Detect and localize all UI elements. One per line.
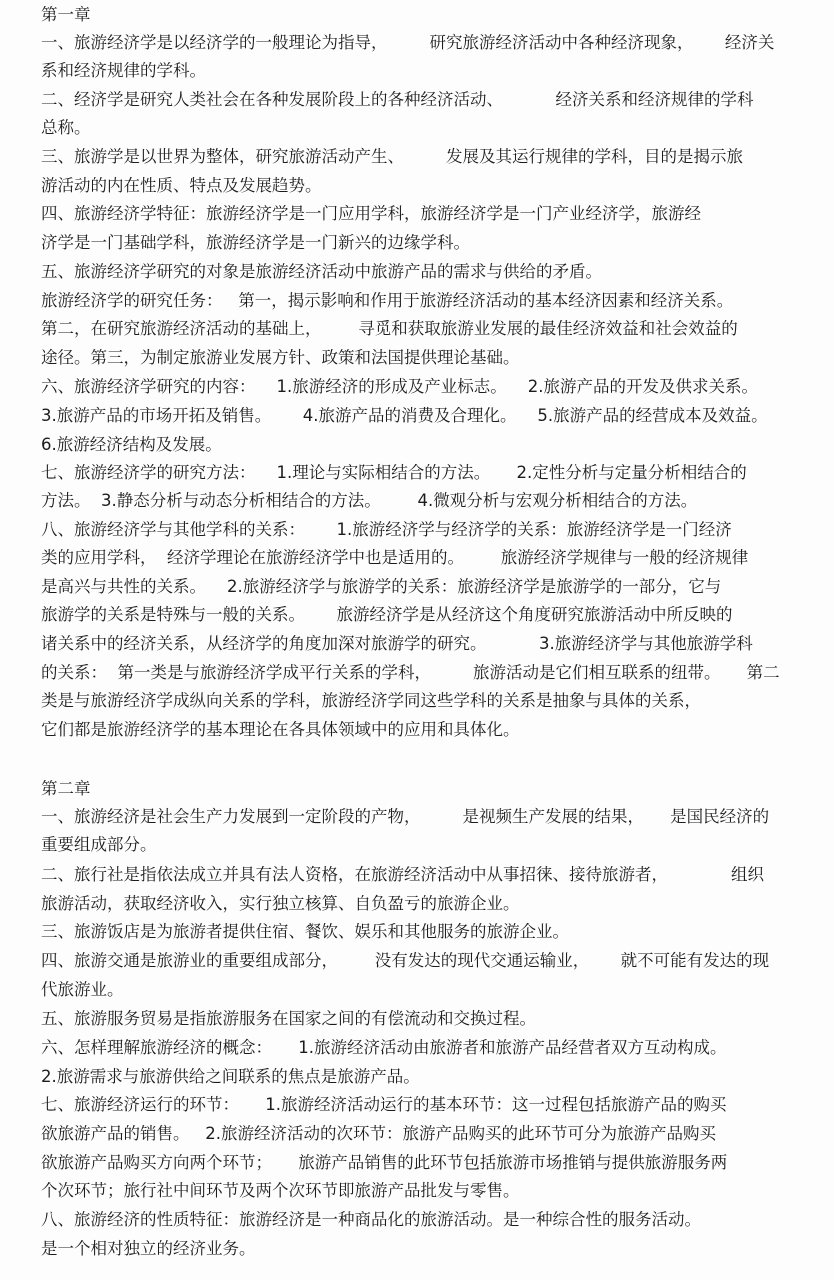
chapter-1-line: 类的应用学科， 经济学理论在旅游经济学中也是适用的。 旅游经济学规律与一般的经济规律 <box>41 548 749 567</box>
chapter-2-line: 个次环节；旅行社中间环节及两个次环节即旅游产品批发与零售。 <box>41 1181 520 1200</box>
chapter-2-line: 八、旅游经济的性质特征：旅游经济是一种商品化的旅游活动。是一种综合性的服务活动。 <box>41 1210 701 1229</box>
chapter-2-line: 2.旅游需求与旅游供给之间联系的焦点是旅游产品。 <box>41 1067 420 1086</box>
chapter-1-line: 总称。 <box>41 118 91 137</box>
chapter-2-line: 四、旅游交通是旅游业的重要组成部分， 没有发达的现代交通运输业， 就不可能有发达的现 <box>41 951 770 970</box>
chapter-1-line: 6.旅游经济结构及发展。 <box>41 435 222 454</box>
chapter-1-line: 系和经济规律的学科。 <box>41 61 206 80</box>
chapter-2-line: 重要组成部分。 <box>41 835 157 854</box>
chapter-2-line: 代旅游业。 <box>41 980 124 999</box>
chapter-1-line: 八、旅游经济学与其他学科的关系： 1.旅游经济学与经济学的关系：旅游经济学是一门经济 <box>41 520 732 539</box>
chapter-1-line: 五、旅游经济学研究的对象是旅游经济活动中旅游产品的需求与供给的矛盾。 <box>41 262 602 281</box>
chapter-1-line: 旅游经济学的研究任务： 第一，揭示影响和作用于旅游经济活动的基本经济因素和经济关系。 <box>41 291 734 310</box>
chapter-1-heading: 第一章 <box>41 5 91 24</box>
chapter-1-line: 的关系： 第一类是与旅游经济学成平行关系的学科， 旅游活动是它们相互联系的纽带。 第二 <box>41 663 780 682</box>
chapter-1-line: 旅游学的关系是特殊与一般的关系。 旅游经济学是从经济这个角度研究旅游活动中所反映的 <box>41 605 733 624</box>
chapter-1-line: 诸关系中的经济关系，从经济学的角度加深对旅游学的研究。 3.旅游经济学与其他旅游学科 <box>41 634 753 653</box>
chapter-2-line: 是一个相对独立的经济业务。 <box>41 1239 256 1258</box>
chapter-1-line: 二、经济学是研究人类社会在各种发展阶段上的各种经济活动、 经济关系和经济规律的学科 <box>41 90 754 109</box>
chapter-1-line: 第二，在研究旅游经济活动的基础上， 寻觅和获取旅游业发展的最佳经济效益和社会效益的 <box>41 319 738 338</box>
chapter-1-line: 途径。第三，为制定旅游业发展方针、政策和法国提供理论基础。 <box>41 348 520 367</box>
chapter-1-line: 是高兴与共性的关系。 2.旅游经济学与旅游学的关系：旅游经济学是旅游学的一部分，它与 <box>41 577 722 596</box>
chapter-2-line: 六、怎样理解旅游经济的概念： 1.旅游经济活动由旅游者和旅游产品经营者双方互动构成。 <box>41 1038 727 1057</box>
chapter-2-line: 一、旅游经济是社会生产力发展到一定阶段的产物， 是视频生产发展的结果， 是国民经济的 <box>41 807 770 826</box>
chapter-2-line: 七、旅游经济运行的环节： 1.旅游经济活动运行的基本环节：这一过程包括旅游产品的购买 <box>41 1095 727 1114</box>
chapter-1-line: 方法。 3.静态分析与动态分析相结合的方法。 4.微观分析与宏观分析相结合的方法。 <box>41 491 698 510</box>
chapter-1-line: 六、旅游经济学研究的内容： 1.旅游经济的形成及产业标志。 2.旅游产品的开发及供求关系。 <box>41 377 758 396</box>
chapter-1-line: 游活动的内在性质、特点及发展趋势。 <box>41 176 322 195</box>
chapter-2-line: 二、旅行社是指依法成立并具有法人资格，在旅游经济活动中从事招徕、接待旅游者， 组织 <box>41 865 764 884</box>
chapter-1-line: 3.旅游产品的市场开拓及销售。 4.旅游产品的消费及合理化。 5.旅游产品的经营成本及效益。 <box>41 406 768 425</box>
chapter-1-line: 三、旅游学是以世界为整体，研究旅游活动产生、 发展及其运行规律的学科，目的是揭示旅 <box>41 147 743 166</box>
chapter-2-line: 三、旅游饭店是为旅游者提供住宿、餐饮、娱乐和其他服务的旅游企业。 <box>41 922 569 941</box>
chapter-1-line: 四、旅游经济学特征：旅游经济学是一门应用学科，旅游经济学是一门产业经济学，旅游经 <box>41 204 701 223</box>
chapter-2-line: 五、旅游服务贸易是指旅游服务在国家之间的有偿流动和交换过程。 <box>41 1009 536 1028</box>
chapter-2-line: 旅游活动，获取经济收入，实行独立核算、自负盈亏的旅游企业。 <box>41 894 520 913</box>
chapter-1-line: 一、旅游经济学是以经济学的一般理论为指导， 研究旅游经济活动中各种经济现象， 经济关 <box>41 33 775 52</box>
chapter-2-line: 欲旅游产品购买方向两个环节； 旅游产品销售的此环节包括旅游市场推销与提供旅游服务两 <box>41 1153 728 1172</box>
chapter-1-line: 它们都是旅游经济学的基本理论在各具体领域中的应用和具体化。 <box>41 720 520 739</box>
chapter-2-line: 欲旅游产品的销售。 2.旅游经济活动的次环节：旅游产品购买的此环节可分为旅游产品购买 <box>41 1124 716 1143</box>
chapter-1-line: 类是与旅游经济学成纵向关系的学科，旅游经济学同这些学科的关系是抽象与具体的关系， <box>41 691 701 710</box>
chapter-2-heading: 第二章 <box>41 779 91 798</box>
chapter-1-line: 济学是一门基础学科，旅游经济学是一门新兴的边缘学科。 <box>41 233 470 252</box>
chapter-1-line: 七、旅游经济学的研究方法： 1.理论与实际相结合的方法。 2.定性分析与定量分析相结合的 <box>41 463 747 482</box>
